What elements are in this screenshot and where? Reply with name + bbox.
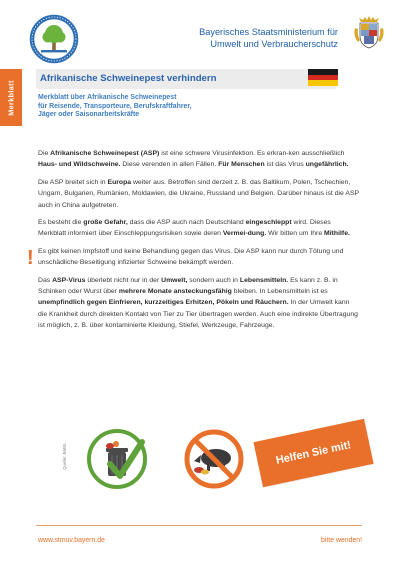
footer-url-link[interactable]: www.stmuv.bayern.de <box>38 537 105 544</box>
bold-phrase: Lebensmitteln. <box>239 276 289 284</box>
text-run: Es besteht die <box>38 219 84 227</box>
body-text <box>27 148 360 338</box>
text-run: Es kann z. B. in Schinken oder Wurst über <box>38 276 338 296</box>
bold-phrase: mehrere Monate ansteckungsfähig <box>118 288 232 296</box>
text-run: bleiben. In Lebensmitteln ist es <box>231 288 328 296</box>
bold-phrase: ASP-Virus <box>52 276 86 284</box>
subtitle <box>38 94 328 120</box>
bold-phrase: große Gefahr, <box>83 219 128 227</box>
bold-phrase: Europa <box>107 178 132 186</box>
page-header <box>0 0 400 68</box>
footer-turn-page: bitte wenden! <box>321 537 362 544</box>
subtitle-line-3: Jäger oder Saisonarbeitskräfte <box>38 111 140 119</box>
ministry-line-2: Umwelt und Verbraucherschutz <box>210 38 338 49</box>
text-run: Es gibt keinen Impfstoff und keine Behandlung gegen das Virus. Die ASP kann nur durch Tötung und unschädliche Beseitigung infizierter Schweine bekämpft werden. <box>38 247 344 267</box>
help-badge-label: Helfen Sie mit! <box>274 439 353 467</box>
footer-divider <box>36 525 362 526</box>
warning-block <box>27 246 360 269</box>
tree-logo-icon <box>29 14 79 64</box>
side-tab-label: Merkblatt <box>6 79 16 116</box>
text-run: Die <box>38 150 51 157</box>
text-run: ist eine schwere Virusinfektion. Es erkran-ken ausschließlich <box>159 150 345 157</box>
text-run: Diese verenden in allen Fällen. <box>120 161 219 169</box>
text-run: sondern auch in <box>187 276 240 284</box>
subtitle-line-1: Merkblatt über Afrikanische Schweinepest <box>38 94 177 101</box>
text-run: Wir bitten um Ihre <box>266 230 325 238</box>
image-source-caption: Quelle: BMEL <box>62 442 67 470</box>
text-run: weiter aus. Betroffen sind derzeit z. B. das Baltikum, Polen, Tschechien, Ungarn, Bulgarien, Rumänien, Moldawien, die Ukraine, Russland und Belgien. Darüber hinaus ist die ASP auch in China aufgetreten. <box>38 178 359 209</box>
subtitle-line-2: für Reisende, Transporteure, Berufskraftfahrer, <box>38 102 192 110</box>
bavarian-coat-of-arms-icon <box>352 16 386 50</box>
paragraph-survival <box>38 275 360 332</box>
paragraph-no-vaccine <box>38 246 360 269</box>
text-run: ist das Virus <box>264 161 306 169</box>
bold-phrase: ungefährlich. <box>305 161 349 169</box>
bold-phrase: Afrikanische Schweinepest (ASP) <box>50 150 160 157</box>
help-badge <box>253 419 373 487</box>
bold-phrase: eingeschleppt <box>245 219 292 227</box>
food-waste-bin-check-icon <box>86 428 148 490</box>
text-run: überlebt nicht nur in der <box>85 276 162 284</box>
paragraph-risk <box>38 217 360 240</box>
bold-phrase: Mithilfe. <box>324 230 350 238</box>
paragraph-spread <box>38 177 360 211</box>
pictogram-row <box>79 428 269 503</box>
merkblatt-side-tab <box>0 69 22 126</box>
text-run: In der Umwelt kann die Krankheit durch direkten Kontakt von Tier zu Tier übertragen werden. Auch eine indirekte Übertragung ist möglich, z. B. über kontaminierte Kleidung, Stiefel, Werkzeuge, Fahrzeuge. <box>38 299 358 330</box>
ministry-name <box>199 27 338 50</box>
text-run: Die ASP breitet sich in <box>38 178 108 186</box>
text-run: Das <box>38 276 53 284</box>
no-wild-boar-feeding-icon <box>183 428 245 490</box>
bold-phrase: Für Menschen <box>218 161 265 169</box>
text-run: dass die ASP auch nach Deutschland <box>127 219 246 227</box>
bold-phrase: Vermei-dung. <box>222 230 267 238</box>
bold-phrase: Haus- und Wildschweine. <box>38 161 121 169</box>
paragraph-intro <box>38 148 360 171</box>
text-run: wird. Dieses Merkblatt informiert über Einschleppungsrisiken sowie deren <box>38 219 331 238</box>
title-band <box>36 69 336 89</box>
exclamation-icon: ! <box>27 246 34 269</box>
bold-phrase: unempfindlich gegen Einfrieren, kurzzeitiges Erhitzen, Pökeln und Räuchern. <box>38 299 289 307</box>
bold-phrase: Umwelt, <box>161 276 188 284</box>
german-flag-icon <box>308 69 338 86</box>
ministry-line-1: Bayerisches Staatsministerium für <box>199 27 338 37</box>
page-title: Afrikanische Schweinepest verhindern <box>40 73 217 84</box>
